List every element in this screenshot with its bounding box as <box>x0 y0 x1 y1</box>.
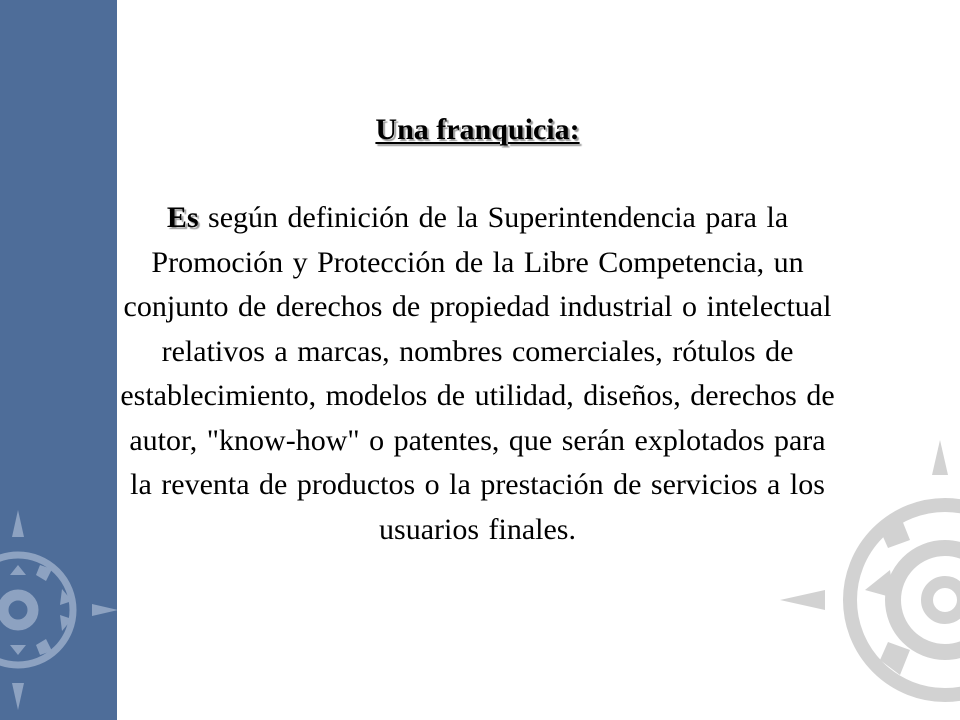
compass-rose-icon <box>0 505 117 720</box>
slide-content <box>120 108 835 552</box>
definition-text: según definición de la Superintendencia para la Promoción y Protección de la Libre Competencia, un conjunto de derechos de propiedad industrial o intelectual relativos a marcas, nombres comerciales, rótulos de establecimiento, modelos de utilidad, diseños, derechos de autor, "know-how" o patentes, que serán explotados para la reventa de productos o la prestación de servicios a los usuarios finales. <box>120 201 835 546</box>
lead-word: Es <box>166 201 199 234</box>
sidebar-band <box>0 0 117 720</box>
definition-paragraph <box>120 196 835 552</box>
slide-title: Una franquicia: <box>375 113 580 146</box>
